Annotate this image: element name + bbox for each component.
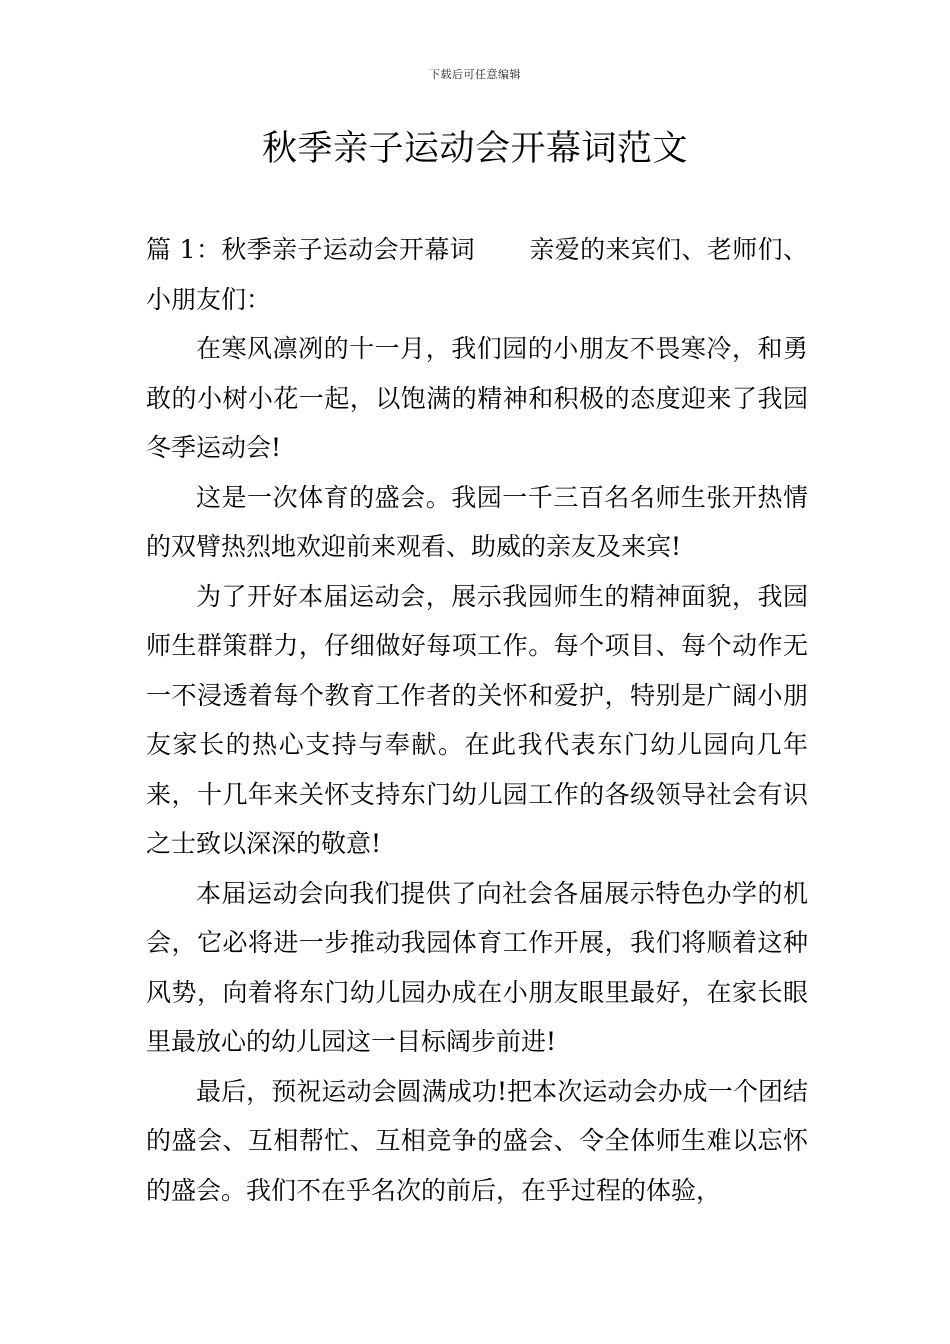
- document-title: 秋季亲子运动会开幕词范文: [261, 129, 688, 169]
- intro-paragraph: [146, 225, 808, 324]
- body-paragraph-1: 在寒风凛冽的十一月，我们园的小朋友不畏寒冷，和勇敢的小树小花一起，以饱满的精神和积极的态度迎来了我园冬季运动会!: [146, 334, 808, 462]
- body-paragraph-5: 最后，预祝运动会圆满成功!把本次运动会办成一个团结的盛会、互相帮忙、互相竞争的盛会、令全体师生难以忘怀的盛会。我们不在乎名次的前后，在乎过程的体验，: [146, 1076, 808, 1205]
- body-paragraph-3: 为了开好本届运动会，展示我园师生的精神面貌，我园师生群策群力，仔细做好每项工作。每个项目、每个动作无一不浸透着每个教育工作者的关怀和爱护，特别是广阔小朋友家长的热心支持与奉献。在此我代表东门幼儿园向几年来，十几年来关怀支持东门幼儿园工作的各级领导社会有识之士致以深深的敬意!: [146, 581, 808, 858]
- body-paragraph-2: 这是一次体育的盛会。我园一千三百名名师生张开热情的双臂热烈地欢迎前来观看、助威的亲友及来宾!: [146, 482, 808, 561]
- salutation: 亲爱的来宾们、老师们、小朋友们：: [146, 235, 808, 314]
- document-body: [146, 225, 808, 1215]
- header-note: 下载后可任意编辑: [429, 68, 521, 81]
- body-paragraph-4: 本届运动会向我们提供了向社会各届展示特色办学的机会，它必将进一步推动我园体育工作开展，我们将顺着这种风势，向着将东门幼儿园办成在小朋友眼里最好，在家长眼里最放心的幼儿园这一目标阔步前进!: [146, 878, 808, 1056]
- part-label: 篇 1：秋季亲子运动会开幕词: [146, 235, 475, 264]
